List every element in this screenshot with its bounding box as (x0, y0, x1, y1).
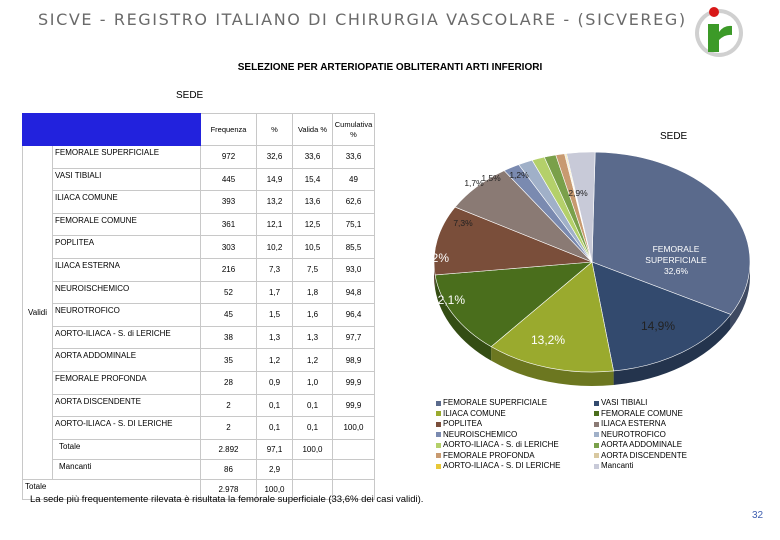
pct-cell: 0,9 (257, 371, 293, 394)
pct-cell: 1,2 (257, 349, 293, 372)
mancanti-pct: 2,9 (257, 459, 293, 479)
pie-slice-label: 1,5% (481, 173, 501, 183)
legend-label: FEMORALE SUPERFICIALE (443, 398, 548, 407)
pct-cell: 14,9 (257, 168, 293, 191)
totale-validi-pct: 97,1 (257, 439, 293, 459)
legend-label: VASI TIBIALI (601, 398, 648, 407)
totale-validi-label: Totale (53, 439, 201, 459)
legend-item (436, 398, 561, 409)
freq-cell: 38 (201, 326, 257, 349)
legend-item (436, 440, 561, 451)
row-label: AORTO-ILIACA - S. di LERICHE (53, 326, 201, 349)
legend-item (594, 451, 687, 462)
pct-cell: 0,1 (257, 417, 293, 440)
legend-label: AORTO-ILIACA - S. DI LERICHE (443, 461, 561, 470)
legend-label: NEUROISCHEMICO (443, 429, 518, 439)
row-label: FEMORALE SUPERFICIALE (53, 146, 201, 169)
legend-swatch (594, 443, 599, 448)
header-title: SICVE - REGISTRO ITALIANO DI CHIRURGIA VASCOLARE - (SICVEREG) (38, 10, 687, 29)
row-label: AORTA ADDOMINALE (53, 349, 201, 372)
legend-item (436, 409, 561, 420)
legend-item (436, 451, 561, 462)
pie-slice-label: 10,2% (414, 251, 450, 265)
valid-cell: 10,5 (293, 236, 333, 259)
header-valida: Valida % (293, 114, 333, 146)
row-label: NEUROISCHEMICO (53, 281, 201, 304)
cum-cell: 93,0 (333, 258, 375, 281)
freq-cell: 445 (201, 168, 257, 191)
cum-cell: 33,6 (333, 146, 375, 169)
valid-cell: 33,6 (293, 146, 333, 169)
freq-cell: 2 (201, 417, 257, 440)
mancanti-label: Mancanti (53, 459, 201, 479)
legend-item (436, 461, 561, 472)
cum-cell: 99,9 (333, 394, 375, 417)
legend-label: NEUROTROFICO (601, 429, 666, 439)
legend-label: POPLITEA (443, 419, 483, 428)
row-label: POPLITEA (53, 236, 201, 259)
pct-cell: 0,1 (257, 394, 293, 417)
row-label: AORTO-ILIACA - S. DI LERICHE (53, 417, 201, 440)
valid-cell: 0,1 (293, 394, 333, 417)
group-label-validi: Validi (23, 146, 53, 480)
row-label: ILIACA ESTERNA (53, 258, 201, 281)
totale-label: Totale (23, 479, 201, 499)
valid-cell: 1,6 (293, 304, 333, 327)
pie-slice-label: FEMORALE SUPERFICIALE 32,6% (645, 244, 707, 276)
row-label: NEUROTROFICO (53, 304, 201, 327)
legend-item (594, 440, 687, 451)
legend-label: AORTO-ILIACA - S. di LERICHE (443, 440, 559, 449)
pie-slice-label: 12,1% (430, 293, 466, 307)
legend-label: AORTA ADDOMINALE (601, 440, 683, 449)
valid-cell: 7,5 (293, 258, 333, 281)
totale-pct: 100,0 (257, 479, 293, 499)
pct-cell: 32,6 (257, 146, 293, 169)
row-label: FEMORALE PROFONDA (53, 371, 201, 394)
legend-left (436, 398, 561, 472)
legend-item (594, 398, 687, 409)
pie-slice-label: 1,2% (509, 170, 529, 180)
valid-cell: 1,8 (293, 281, 333, 304)
cum-cell: 75,1 (333, 213, 375, 236)
cum-cell: 99,9 (333, 371, 375, 394)
legend-item (594, 430, 687, 441)
pct-cell: 7,3 (257, 258, 293, 281)
legend-swatch (594, 464, 599, 469)
valid-cell: 13,6 (293, 191, 333, 214)
legend-swatch (436, 453, 441, 458)
pie-slice-label: 2,9% (568, 188, 588, 198)
legend-swatch (436, 464, 441, 469)
header-percent: % (257, 114, 293, 146)
mancanti-freq: 86 (201, 459, 257, 479)
pie-slice-label: 14,9% (640, 319, 676, 333)
cum-cell: 96,4 (333, 304, 375, 327)
row-label: ILIACA COMUNE (53, 191, 201, 214)
legend-label: ILIACA ESTERNA (601, 419, 666, 428)
legend-swatch (436, 443, 441, 448)
pct-cell: 1,3 (257, 326, 293, 349)
row-label: FEMORALE COMUNE (53, 213, 201, 236)
footnote: La sede più frequentemente rilevata è risultata la femorale superficiale (33,6% dei casi validi). (30, 494, 424, 505)
slide-title: SELEZIONE PER ARTERIOPATIE OBLITERANTI ARTI INFERIORI (237, 62, 543, 73)
freq-cell: 361 (201, 213, 257, 236)
legend-item (594, 461, 687, 472)
pct-cell: 10,2 (257, 236, 293, 259)
cum-cell: 100,0 (333, 417, 375, 440)
freq-cell: 216 (201, 258, 257, 281)
legend-right (594, 398, 687, 472)
pie-slice-label: 13,2% (530, 333, 566, 347)
valid-cell: 1,2 (293, 349, 333, 372)
page-number: 32 (752, 510, 764, 521)
row-label: VASI TIBIALI (53, 168, 201, 191)
legend-swatch (436, 411, 441, 416)
legend-label: ILIACA COMUNE (443, 408, 506, 418)
cum-cell: 97,7 (333, 326, 375, 349)
pct-cell: 12,1 (257, 213, 293, 236)
legend-item (436, 430, 561, 441)
freq-cell: 45 (201, 304, 257, 327)
freq-cell: 52 (201, 281, 257, 304)
freq-cell: 35 (201, 349, 257, 372)
cum-cell: 49 (333, 168, 375, 191)
header-cumulativa: Cumulativa % (333, 114, 375, 146)
legend-swatch (594, 432, 599, 437)
legend-item (594, 419, 687, 430)
chart-title: SEDE (660, 131, 688, 142)
pct-cell: 1,5 (257, 304, 293, 327)
row-label: AORTA DISCENDENTE (53, 394, 201, 417)
legend-label: AORTA DISCENDENTE (601, 450, 687, 460)
legend-label: FEMORALE COMUNE (601, 408, 683, 418)
valid-cell: 15,4 (293, 168, 333, 191)
pie-slice-label: 7,3% (453, 218, 473, 228)
legend-label: Mancanti (601, 461, 634, 470)
freq-cell: 972 (201, 146, 257, 169)
freq-cell: 2 (201, 394, 257, 417)
header-frequenza: Frequenza (201, 114, 257, 146)
legend-swatch (436, 432, 441, 437)
cum-cell: 94,8 (333, 281, 375, 304)
freq-cell: 393 (201, 191, 257, 214)
legend-swatch (436, 401, 441, 406)
legend-swatch (436, 422, 441, 427)
totale-validi-freq: 2.892 (201, 439, 257, 459)
valid-cell: 12,5 (293, 213, 333, 236)
pct-cell: 1,7 (257, 281, 293, 304)
legend-swatch (594, 411, 599, 416)
table-caption: SEDE (176, 90, 204, 101)
legend-item (594, 409, 687, 420)
cum-cell: 85,5 (333, 236, 375, 259)
totale-freq: 2.978 (201, 479, 257, 499)
pie-slice-label: 1,7% (464, 178, 484, 188)
valid-cell: 1,0 (293, 371, 333, 394)
freq-cell: 303 (201, 236, 257, 259)
legend-swatch (594, 401, 599, 406)
pct-cell: 13,2 (257, 191, 293, 214)
freq-cell: 28 (201, 371, 257, 394)
cum-cell: 98,9 (333, 349, 375, 372)
valid-cell: 1,3 (293, 326, 333, 349)
legend-swatch (594, 453, 599, 458)
legend-swatch (594, 422, 599, 427)
totale-validi-valid: 100,0 (293, 439, 333, 459)
valid-cell: 0,1 (293, 417, 333, 440)
legend-label: FEMORALE PROFONDA (443, 450, 535, 460)
legend-item (436, 419, 561, 430)
cum-cell: 62,6 (333, 191, 375, 214)
